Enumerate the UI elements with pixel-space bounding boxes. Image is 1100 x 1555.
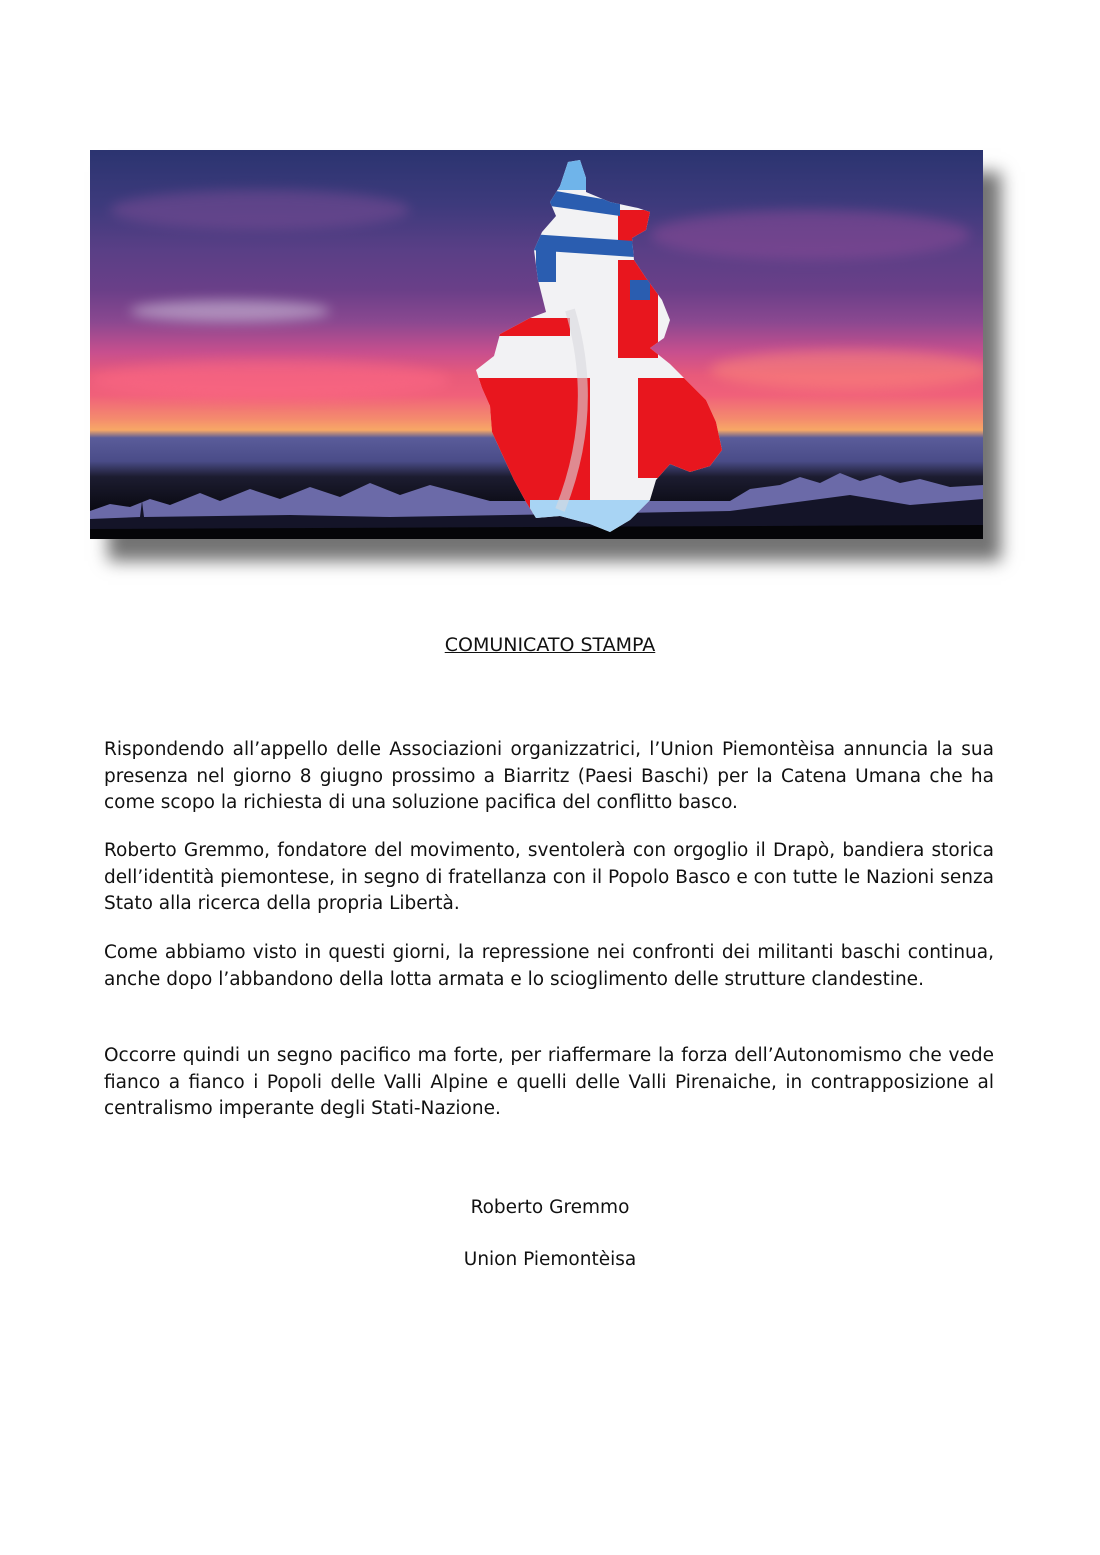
banner-image	[90, 150, 983, 539]
piedmont-flag-map	[90, 150, 983, 539]
signature-organization: Union Piemontèisa	[463, 1249, 637, 1270]
paragraph-1: Rispondendo all’appello delle Associazioni organizzatrici, l’Union Piemontèisa annuncia la sua presenza nel giorno 8 giugno prossimo a Biarritz (Paesi Baschi) per la Catena Umana che ha come scopo la richiesta di una soluzione pacifica del conflitto basco.	[104, 739, 994, 813]
paragraph-2: Roberto Gremmo, fondatore del movimento, sventolerà con orgoglio il Drapò, bandiera storica dell’identità piemontese, in segno di fratellanza con il Popolo Basco e con tutte le Nazioni senza Stato alla ricerca della propria Libertà.	[104, 840, 994, 914]
signature-name: Roberto Gremmo	[470, 1197, 630, 1218]
paragraph-4: Occorre quindi un segno pacifico ma forte, per riaffermare la forza dell’Autonomismo che vede fianco a fianco i Popoli delle Valli Alpine e quelli delle Valli Pirenaiche, in contrapposizione al centralismo imperante degli Stati-Nazione.	[104, 1045, 994, 1119]
document-title: COMUNICATO STAMPA	[444, 634, 656, 656]
paragraph-3: Come abbiamo visto in questi giorni, la repressione nei confronti dei militanti baschi continua, anche dopo l’abbandono della lotta armata e lo scioglimento delle strutture clandestine.	[104, 942, 994, 990]
header-banner	[90, 150, 983, 539]
